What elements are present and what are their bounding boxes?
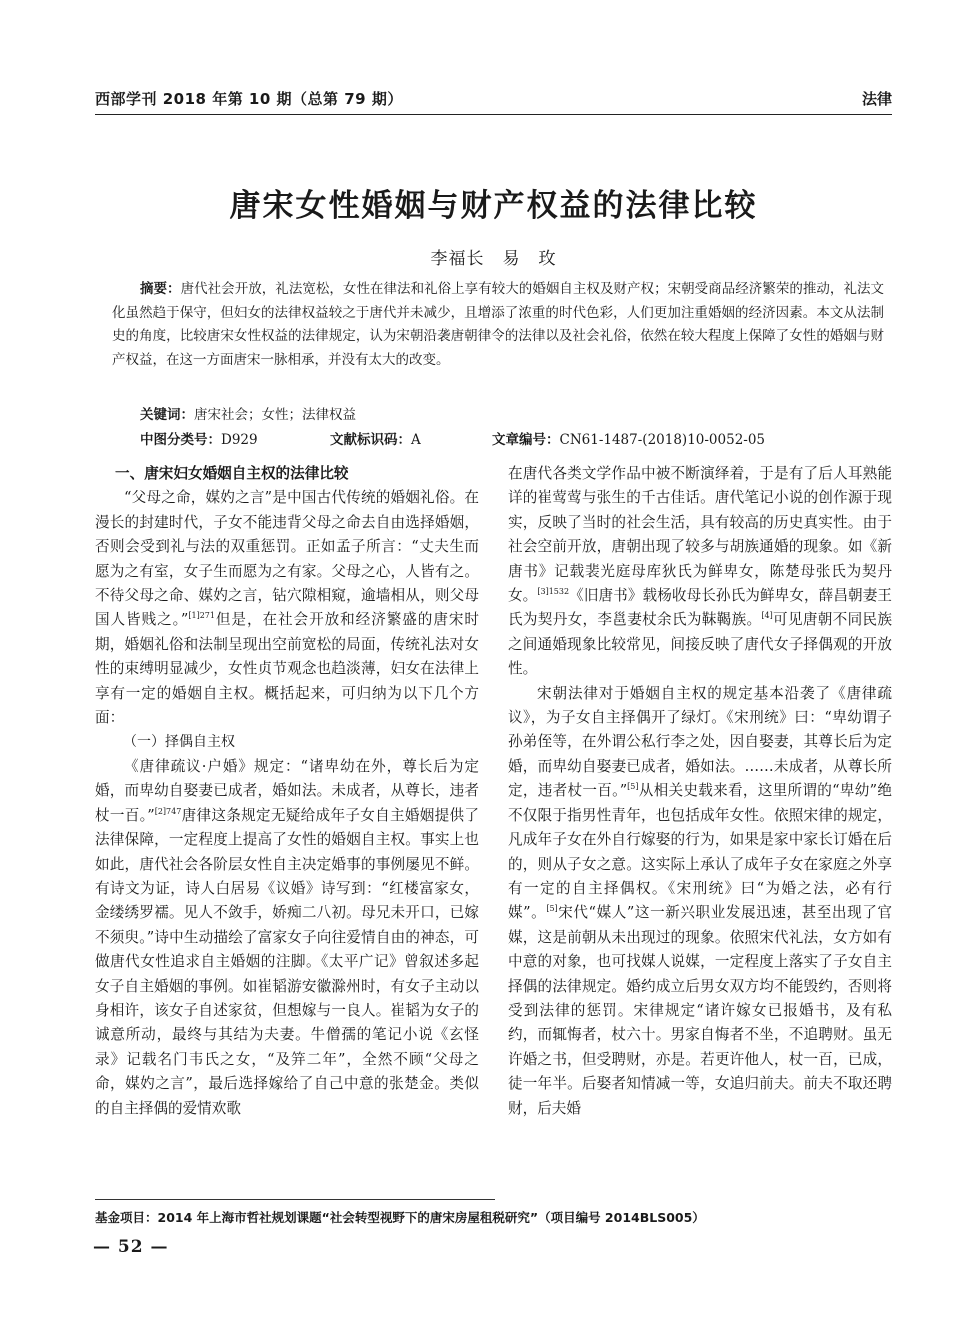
paragraph-text: 从相关史载来看，这里所谓的“卑幼”绝不仅限于指男性青年，也包括成年女性。依照宋律的规定，凡成年子女在外自行嫁娶的行为，如果是家中家长订婚在后的，则从子女之意。这实际上承认了成年子女在家庭之外享有一定的自主择偶权。《宋刑统》曰“为婚之法，必有行媒”。 <box>508 782 892 922</box>
header-rule <box>95 114 892 115</box>
clc-code <box>140 428 258 448</box>
article-value: CN61-1487-(2018)10-0052-05 <box>559 432 766 448</box>
paragraph-text: 唐律这条规定无疑给成年子女自主婚姻提供了法律保障，一定程度上提高了女性的婚姻自主权。事实上也如此，唐代社会各阶层女性自主决定婚事的事例屡见不鲜。有诗文为证，诗人白居易《议婚》诗写到：“红楼富家女，金缕绣罗襦。见人不敛手，娇痴二八初。母兄未开口，已嫁不须臾。”诗中生动描绘了富家女子向往爱情自由的神态，可做唐代女性追求自主婚姻的注脚。《太平广记》曾叙述多起女子自主婚姻的事例。如崔韬游安徽滁州时，有女子主动以身相许，该女子自述家贫，但想嫁与一良人。崔韬为女子的诚意所动，最终与其结为夫妻。牛僧孺的笔记小说《玄怪录》记载名门韦氏之女，“及笄二年”，全然不顾“父母之命，媒妁之言”，最后选择嫁给了自己中意的张楚金。类似的自主择偶的爱情欢歌 <box>95 806 479 1117</box>
keywords <box>140 403 356 423</box>
authors: 李福长 易 玫 <box>430 249 557 269</box>
doc-label: 文献标识码： <box>330 432 411 448</box>
citation: [5] <box>627 782 639 792</box>
keywords-text: 唐宋社会；女性；法律权益 <box>194 407 356 423</box>
citation: [4] <box>761 611 773 621</box>
clc-value: D929 <box>221 432 258 448</box>
article-code <box>492 428 765 448</box>
paragraph-text: 《唐律疏议·户婚》规定：“诸卑幼在外，尊长后为定婚，而卑幼自娶妻已成者，婚如法。未成者，从尊长，违者杖一百。” <box>95 757 479 824</box>
subsection-heading: （一）择偶自主权 <box>123 734 235 751</box>
citation: [5] <box>546 904 558 914</box>
section-tag: 法律 <box>861 90 892 108</box>
funding-footnote: 基金项目：2014 年上海市哲社规划课题“社会转型视野下的唐宋房屋租税研究”（项目编号 2014BLS005） <box>95 1210 705 1225</box>
running-header <box>95 84 892 118</box>
paragraph <box>95 486 479 730</box>
paragraph-text: 在唐代各类文学作品中被不断演绎着，于是有了后人耳熟能详的崔莺莺与张生的千古佳话。唐代笔记小说的创作源于现实，反映了当时的社会生活，具有较高的历史真实性。由于社会空前开放，唐朝出现了较多与胡族通婚的现象。如《新唐书》记载裴光庭母库狄氏为鲜卑女，陈楚母张氏为契丹女。 <box>508 465 892 605</box>
paragraph-text: 宋朝法律对于婚姻自主权的规定基本沿袭了《唐律疏议》，为子女自主择偶开了绿灯。《宋刑统》曰：“卑幼谓子孙弟侄等，在外谓公私行李之处，因自娶妻，其尊长后为定婚，而卑幼自娶妻已成者，婚如法。……未成者，从尊长所定，违者杖一百。” <box>508 684 892 800</box>
keywords-label: 关键词： <box>140 407 194 423</box>
paragraph <box>508 682 892 1121</box>
abstract-text: 唐代社会开放，礼法宽松，女性在律法和礼俗上享有较大的婚姻自主权及财产权；宋朝受商品经济繁荣的推动，礼法文化虽然趋于保守，但妇女的法律权益较之于唐代并未减少，且增添了浓重的时代色彩，人们更加注重婚姻的经济因素。本文从法制史的角度，比较唐宋女性权益的法律规定，认为宋朝沿袭唐朝律令的法律以及社会礼俗，依然在较大程度上保障了女性的婚姻与财产权益，在这一方面唐宋一脉相承，并没有太大的改变。 <box>112 281 885 368</box>
abstract-label: 摘要： <box>140 281 181 297</box>
footnote-rule <box>95 1199 495 1200</box>
section-heading: 一、唐宋妇女婚姻自主权的法律比较 <box>115 465 349 482</box>
paragraph <box>95 755 479 1121</box>
abstract <box>112 278 884 372</box>
doc-code <box>330 428 421 448</box>
paragraph <box>508 462 892 682</box>
citation: [2]747 <box>154 806 182 816</box>
body-column-left <box>95 462 479 1121</box>
doc-value: A <box>411 432 421 448</box>
paragraph-text: 《旧唐书》载杨收母长孙氏为鲜卑女，薛昌朝妻王氏为契丹女，李邕妻杖余氏为靺鞨族。 <box>508 587 892 629</box>
body-column-right <box>508 462 892 1121</box>
paragraph-text: “父母之命，媒妁之言”是中国古代传统的婚姻礼俗。在漫长的封建时代，子女不能违背父母之命去自由选择婚姻，否则会受到礼与法的双重惩罚。正如孟子所言：“丈夫生而愿为之有室，女子生而愿为之有家。父母之心，人皆有之。不待父母之命、媒妁之言，钻穴隙相窥，逾墙相从，则父母国人皆贱之。” <box>95 489 479 629</box>
citation: [1]271 <box>188 611 215 621</box>
paragraph-text: 但是，在社会开放和经济繁盛的唐宋时期，婚姻礼俗和法制呈现出空前宽松的局面，传统礼法对女性的束缚明显减少，女性贞节观念也趋淡薄，妇女在法律上享有一定的婚姻自主权。概括起来，可归纳为以下几个方面： <box>95 611 479 727</box>
paragraph-text: 宋代“媒人”这一新兴职业发展迅速，甚至出现了官媒，这是前朝从未出现过的现象。依照宋代礼法，女方如有中意的对象，也可找媒人说媒，一定程度上落实了子女自主择偶的法律规定。婚约成立后男女双方均不能毁约，否则将受到法律的惩罚。宋律规定“诸许嫁女已报婚书，及有私约，而辄悔者，杖六十。男家自悔者不坐，不追聘财。虽无许婚之书，但受聘财，亦是。若更许他人，杖一百，已成，徒一年半。后娶者知情减一等，女追归前夫。前夫不取还聘财，后夫婚 <box>508 904 892 1117</box>
article-label: 文章编号： <box>492 432 560 448</box>
citation: [3]1532 <box>537 587 570 597</box>
paragraph-text: 可见唐朝不同民族之间通婚现象比较常见，间接反映了唐代女子择偶观的开放性。 <box>508 611 892 678</box>
clc-label: 中图分类号： <box>140 432 221 448</box>
page-number: — 52 — <box>93 1237 169 1257</box>
article-title: 唐宋女性婚姻与财产权益的法律比较 <box>229 188 758 224</box>
journal-info: 西部学刊 2018 年第 10 期（总第 79 期） <box>95 90 403 108</box>
